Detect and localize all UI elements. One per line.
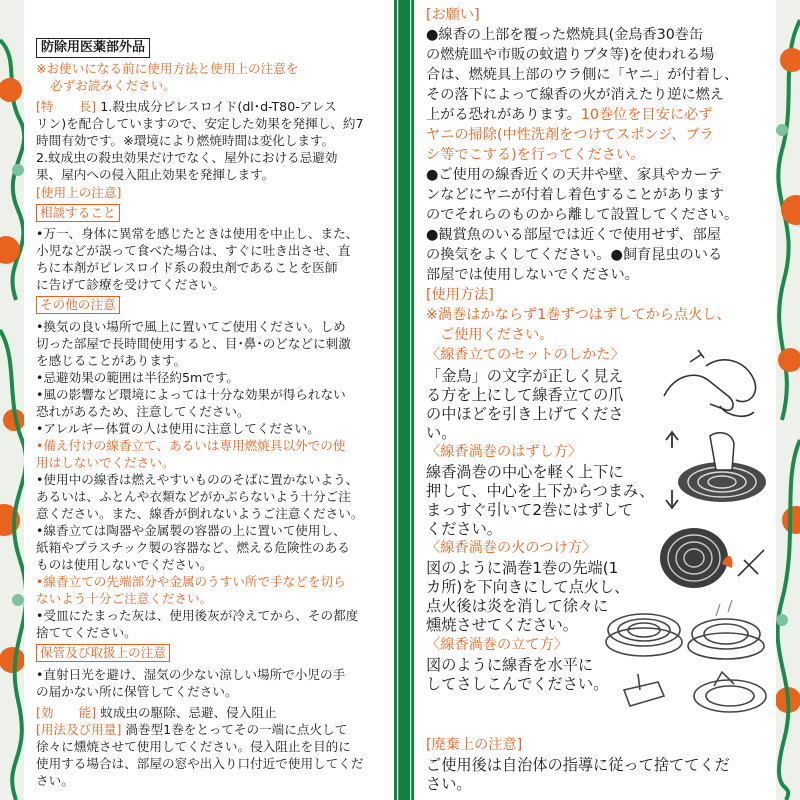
request-line-3: 合は、燃焼具上部のウラ側に「ヤニ」が付着し、 [426, 67, 739, 83]
other-e-line-1: •受皿にたまった灰は、使用後灰が冷えてから、その都度 [36, 608, 359, 623]
request-line-11: ●観賞魚のいる部屋では近くで使用せず、部屋 [426, 227, 721, 243]
consult-line-2: 小児などが誤って食べた場合は、すぐに吐き出させ、直 [36, 243, 351, 258]
request-line-8: ●ご使用の線香近くの天井や壁、家具やカーテ [426, 167, 723, 183]
stand-heading: 〈線香立てのセットのしかた〉 [426, 347, 625, 363]
request-line-4: その落下によって線香の火が消えたり逆に燃え [426, 87, 724, 103]
request-line-2: の燃焼皿や市販の蚊遣りブタ等)を使われる場 [426, 47, 715, 63]
features-line-4: 2.蚊成虫の殺虫効果だけでなく、屋外における忌避効 [36, 150, 338, 165]
storage-line-1: •直射日光を避け、湿気の少ない涼しい場所で小児の手 [36, 667, 346, 682]
separate-heading: 〈線香渦巻のはずし方〉 [426, 444, 583, 460]
request-line-1: ●線香の上部を覆った燃焼具(金鳥香30巻缶 [426, 27, 704, 43]
other-e-line-2: 捨ててください。 [36, 625, 137, 640]
consult-line-3: ちに本剤がピレスロイド系の殺虫剤であることを医師 [36, 260, 338, 275]
disposal-line-2: さい。 [426, 775, 472, 793]
dosage-line-2: 徐々に燻焼させて使用してください。侵入阻止を目的に [36, 739, 351, 754]
usage-note-line-1: ※渦巻はかならず1巻ずつはずしてから点火し、 [426, 307, 731, 323]
ignite-line-1: 図のように渦巻1巻の先端(1 [426, 559, 619, 577]
features-line-1: [特 長] 1.殺虫成分ピレスロイド(dl･d-T80-アレス [36, 99, 337, 114]
request-line-5: 上がる恐れがあります。10巻位を目安に必ず [426, 107, 713, 123]
setup-heading: 〈線香渦巻の立て方〉 [426, 637, 568, 653]
stand-line-2: る方を上にして線香立ての爪 [426, 386, 624, 404]
request-line-9: ンなどにヤニが付着し着色することがあります [426, 187, 724, 203]
coil-setup-steps-icon [604, 600, 774, 730]
storage-heading: 保管及び取扱上の注意 [36, 644, 170, 662]
consult-heading: 相談すること [36, 204, 120, 222]
ignite-line-2: カ所)を下向きにして点火し、 [426, 578, 630, 596]
request-line-6: ヤニの掃除(中性洗剤をつけてスポンジ、ブラ [426, 127, 714, 143]
request-line-10: のでそれらのものから離して設置してください。 [426, 207, 739, 223]
right-decorative-border [776, 0, 800, 800]
ignite-line-3: 点火後は炎を消して徐々に [426, 597, 609, 615]
left-column [24, 0, 394, 800]
request-label: [お願い] [426, 7, 480, 23]
separate-line-1: 線香渦巻の中心を軽く上下に [426, 463, 624, 481]
stand-line-4: い。 [426, 424, 457, 442]
other-heading: その他の注意 [36, 296, 120, 314]
other-b-line-1: •備え付けの線香立て、あるいは専用燃焼具以外での使 [36, 438, 346, 453]
usage-label: [使用方法] [426, 287, 494, 303]
precautions-label: [使用上の注意] [36, 185, 122, 200]
consult-line-4: に告げて診療を受けてください。 [36, 277, 225, 292]
storage-line-2: の届かない所に保管してください。 [36, 684, 238, 699]
disposal-line-1: ご使用後は自治体の指導に従って捨ててくだ [426, 756, 730, 774]
separate-line-2: 押して、中心を上下からつまみ、 [426, 482, 655, 500]
other-c-line-6: ものは使用しないでください。 [36, 557, 213, 572]
request-line-7: シ等でこする)を行ってください。 [426, 147, 645, 163]
other-a-line-1: •換気の良い場所で風上に置いてご使用ください。しめ [36, 319, 346, 334]
stand-setup-hand-icon [650, 340, 768, 428]
efficacy-line: [効 能] 蚊成虫の駆除、忌避、侵入阻止 [36, 705, 277, 720]
other-a-line-2: 切った部屋で長時間使用すると、目･鼻･のどなどに刺激 [36, 336, 351, 351]
other-c-line-1: •使用中の線香は燃えやすいもののそばに置かないよう、 [36, 472, 359, 487]
request-line-12: の換気をよくしてください。●飼育昆虫のいる [426, 247, 723, 263]
usage-note-line-2: ご使用ください。 [440, 327, 554, 343]
other-c-line-5: 紙箱やプラスチック製の容器など、燃える危険性のある [36, 540, 350, 555]
product-category-title: 防除用医薬部外品 [36, 38, 150, 58]
dosage-line-1: [用法及び用量] 渦巻型1巻をとってその一端に点火して [36, 722, 348, 737]
coil-ignite-icon [654, 520, 772, 596]
ignite-heading: 〈線香渦巻の火のつけ方〉 [426, 540, 597, 556]
dosage-line-4: さい。 [36, 773, 74, 788]
right-column [414, 0, 776, 800]
warning-line-1: ※お使いになる前に使用方法と使用上の注意を [36, 61, 299, 76]
other-a-line-4: •忌避効果の範囲は半径約5mです。 [36, 370, 240, 385]
left-decorative-border [0, 0, 24, 800]
features-line-2: リン)を配合していますので、安定した効果を発揮し、約7 [36, 116, 364, 131]
features-label: [特 長] [36, 99, 97, 114]
dosage-label: [用法及び用量] [36, 722, 122, 737]
other-c-line-4: •線香立ては陶器や金属製の容器の上に置いて使用し、 [36, 523, 346, 538]
stand-line-3: の中ほどを引き上げてくださ [426, 405, 624, 423]
request-line-13: 部屋では使用しないでください。 [426, 267, 639, 283]
features-line-5: 果、屋内への侵入阻止効果を発揮します。 [36, 167, 275, 182]
other-a-line-3: を感じることがあります。 [36, 353, 187, 368]
dosage-line-3: 使用する場合は、部屋の窓や出入り口付近で使用してくだ [36, 756, 364, 771]
efficacy-label: [効 能] [36, 705, 97, 720]
consult-line-1: •万一、身体に異常を感じたときは使用を中止し、また、 [36, 226, 359, 241]
stand-line-1: 「金鳥」の文字が正しく見え [426, 367, 624, 385]
disposal-label: [廃棄上の注意] [426, 737, 523, 753]
other-c-line-2: あるいは、ふとんや衣類などがかぶらないよう十分ご注 [36, 489, 351, 504]
separate-line-3: まっすぐ引いて2巻にはずして [426, 501, 634, 519]
other-d-line-1: •線香立ての先端部分や金属のうすい所で手などを切ら [36, 574, 346, 589]
other-d-line-2: ないよう十分ご注意ください。 [36, 591, 213, 606]
features-line-3: 時間有効です。※環境により燃焼時間は変化します。 [36, 133, 335, 148]
other-c-line-3: 意ください。また、線香が倒れないようご注意ください。 [36, 506, 364, 521]
other-b-line-2: 用はしないでください。 [36, 455, 175, 470]
setup-line-2: してさしこんでください。 [426, 675, 609, 693]
coil-separate-icon [662, 430, 770, 512]
ignite-line-4: 燻焼させてください。 [426, 616, 578, 634]
setup-line-1: 図のように線香を水平に [426, 656, 594, 674]
other-a-line-5: •風の影響など環境によっては十分な効果が得られない [36, 387, 346, 402]
other-a-line-6: 恐れがあるため、注意してください。 [36, 404, 250, 419]
other-a-line-7: •アレルギー体質の人は使用に注意してください。 [36, 421, 320, 436]
warning-line-2: 必ずお読みください。 [50, 78, 176, 93]
separate-line-4: ください。 [426, 520, 502, 538]
center-green-divider [394, 0, 414, 800]
